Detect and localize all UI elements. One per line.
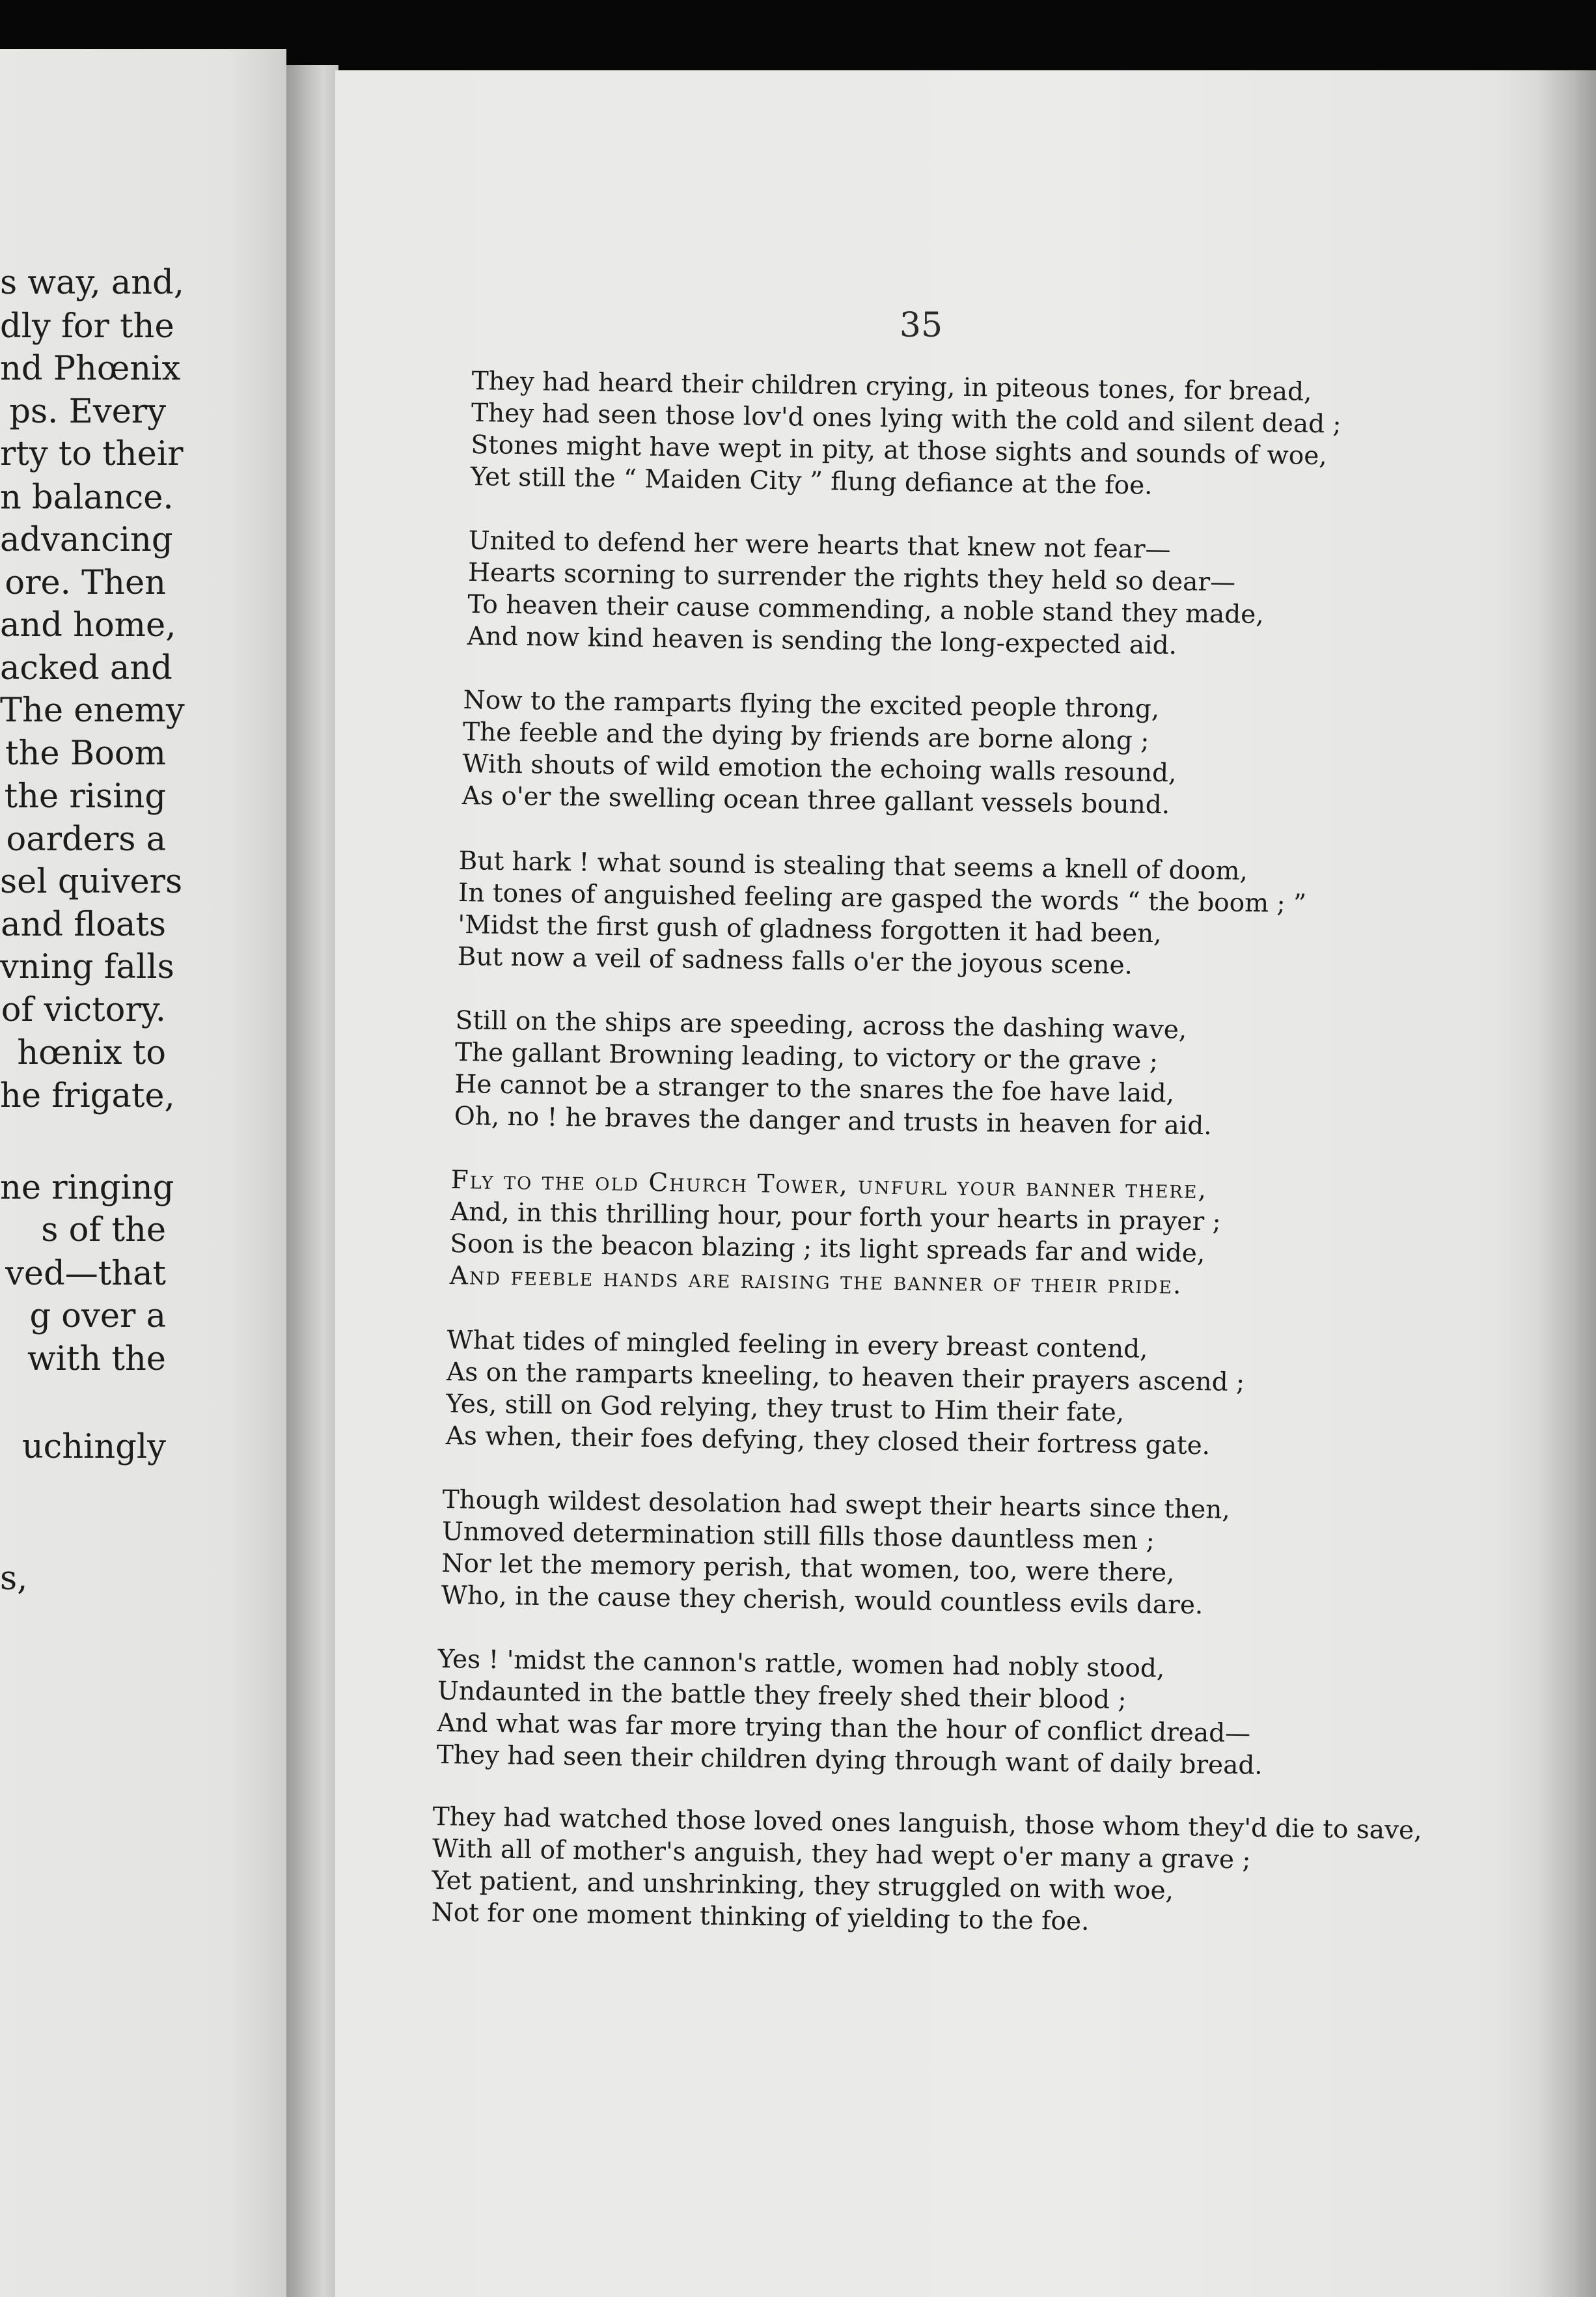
left-page-line: ved—that bbox=[5, 1255, 166, 1293]
poem-line: And what was far more trying than the hour of conflict dread— bbox=[437, 1708, 1251, 1749]
poem-line: Nor let the memory perish, that women, too, were there, bbox=[441, 1548, 1175, 1588]
poem-line: But hark ! what sound is stealing that seems a knell of doom, bbox=[458, 846, 1248, 886]
left-page bbox=[0, 49, 286, 2297]
left-page-line: hœnix to bbox=[17, 1034, 166, 1072]
poem-line: With all of mother's anguish, they had wept o'er many a grave ; bbox=[432, 1833, 1251, 1875]
poem-line: As o'er the swelling ocean three gallant vessels bound. bbox=[461, 781, 1170, 820]
left-page-line: ore. Then bbox=[5, 564, 166, 602]
poem-stanza bbox=[457, 846, 1435, 981]
poem-stanza bbox=[454, 1006, 1432, 1141]
poem-stanza bbox=[441, 1485, 1419, 1621]
poem-line: They had watched those loved ones languish, those whom they'd die to save, bbox=[432, 1802, 1422, 1846]
page-number: 35 bbox=[899, 306, 943, 345]
left-page-line: s of the bbox=[41, 1211, 166, 1249]
left-page-line: uchingly bbox=[21, 1428, 166, 1466]
poem-line: As when, their foes defying, they closed their fortress gate. bbox=[445, 1421, 1211, 1461]
left-page-line: the rising bbox=[4, 777, 166, 816]
poem-line: Still on the ships are speeding, across the dashing wave, bbox=[455, 1006, 1187, 1045]
poem-stanza bbox=[461, 686, 1440, 820]
poem-line: Undaunted in the battle they freely shed their blood ; bbox=[437, 1676, 1127, 1715]
left-page-line: ps. Every bbox=[9, 393, 166, 431]
left-page-line: nd Phœnix bbox=[0, 350, 181, 388]
poem-line: He cannot be a stranger to the snares the foe have laid, bbox=[454, 1069, 1175, 1109]
left-page-line: the Boom bbox=[5, 734, 166, 773]
page-edge-shadow bbox=[1537, 70, 1596, 2297]
left-page-line: sel quivers bbox=[0, 863, 183, 901]
poem-line: Hearts scorning to surrender the rights they held so dear— bbox=[467, 557, 1236, 598]
poem-line: 'Midst the first gush of gladness forgotten it had been, bbox=[458, 910, 1162, 949]
poem-line: With shouts of wild emotion the echoing walls resound, bbox=[462, 749, 1177, 788]
left-page-line: s way, and, bbox=[0, 264, 185, 302]
poem-line: And now kind heaven is sending the long-expected aid. bbox=[467, 621, 1177, 661]
poem-line: The gallant Browning leading, to victory or the grave ; bbox=[454, 1037, 1159, 1077]
poem-line: The feeble and the dying by friends are borne along ; bbox=[462, 717, 1149, 756]
left-page-line: vning falls bbox=[0, 948, 174, 986]
poem-line: And feeble hands are raising the banner of their pride. bbox=[449, 1260, 1183, 1300]
poem-line: They had seen those lov'd ones lying with the cold and silent dead ; bbox=[471, 398, 1341, 439]
poem-line: But now a veil of sadness falls o'er the joyous scene. bbox=[457, 941, 1133, 981]
left-page-line: g over a bbox=[29, 1297, 166, 1335]
poem-stanza bbox=[467, 526, 1445, 661]
poem-line: Though wildest desolation had swept their hearts since then, bbox=[442, 1485, 1231, 1525]
poem-stanza bbox=[445, 1326, 1424, 1461]
left-page-line: and home, bbox=[0, 606, 176, 645]
poem-stanza bbox=[436, 1645, 1414, 1781]
poem-line: Now to the ramparts flying the excited people throng, bbox=[463, 686, 1160, 724]
right-page bbox=[335, 70, 1596, 2297]
poem-line: Who, in the cause they cherish, would countless evils dare. bbox=[441, 1580, 1204, 1621]
poem-line: And, in this thrilling hour, pour forth your hearts in prayer ; bbox=[450, 1197, 1221, 1237]
poem-line: Yes ! 'midst the cannon's rattle, women had nobly stood, bbox=[437, 1645, 1165, 1684]
poem-line: Fly to the old Church Tower, unfurl your banner there, bbox=[450, 1165, 1208, 1205]
poem-line: Yet still the “ Maiden City ” flung defiance at the foe. bbox=[470, 462, 1153, 501]
poem-stanza bbox=[470, 367, 1448, 501]
poem-line: They had seen their children dying through want of daily bread. bbox=[436, 1740, 1263, 1781]
left-page-line: The enemy bbox=[0, 691, 185, 730]
poem-line: Yes, still on God relying, they trust to Him their fate, bbox=[446, 1389, 1125, 1428]
book-gutter bbox=[286, 65, 338, 2297]
poem-line: In tones of anguished feeling are gasped the words “ the boom ; ” bbox=[458, 878, 1307, 919]
left-page-line: s, bbox=[0, 1559, 28, 1598]
left-page-line: n balance. bbox=[0, 479, 174, 517]
poem-line: Oh, no ! he braves the danger and trusts in heaven for aid. bbox=[454, 1101, 1212, 1141]
left-page-line: with the bbox=[27, 1340, 166, 1378]
poem-line: What tides of mingled feeling in every breast contend, bbox=[447, 1326, 1148, 1365]
left-page-line: acked and bbox=[0, 649, 172, 688]
left-page-line: of victory. bbox=[1, 991, 166, 1029]
left-page-line: ne ringing bbox=[0, 1169, 174, 1207]
poem-stanza bbox=[449, 1165, 1427, 1300]
poem-line: They had heard their children crying, in piteous tones, for bread, bbox=[471, 367, 1312, 407]
poem-line: Not for one moment thinking of yielding to the foe. bbox=[431, 1897, 1090, 1937]
left-page-line: rty to their bbox=[0, 435, 184, 473]
poem-line: United to defend her were hearts that knew not fear— bbox=[468, 526, 1171, 565]
left-page-line: and floats bbox=[1, 906, 166, 944]
poem-line: Unmoved determination still fills those dauntless men ; bbox=[441, 1516, 1155, 1556]
poem-line: As on the ramparts kneeling, to heaven their prayers ascend ; bbox=[446, 1357, 1245, 1398]
left-page-line: oarders a bbox=[6, 820, 166, 859]
poem-line: Yet patient, and unshrinking, they struggled on with woe, bbox=[432, 1865, 1174, 1906]
left-page-line: advancing bbox=[0, 521, 173, 559]
poem-line: Soon is the beacon blazing ; its light spreads far and wide, bbox=[450, 1229, 1205, 1269]
poem-stanza bbox=[431, 1802, 1422, 1937]
poem-line: To heaven their cause commending, a noble stand they made, bbox=[467, 589, 1265, 630]
left-page-line: he frigate, bbox=[0, 1077, 175, 1115]
poem-line: Stones might have wept in pity, at those sights and sounds of woe, bbox=[471, 430, 1328, 471]
left-page-line: dly for the bbox=[0, 307, 174, 346]
